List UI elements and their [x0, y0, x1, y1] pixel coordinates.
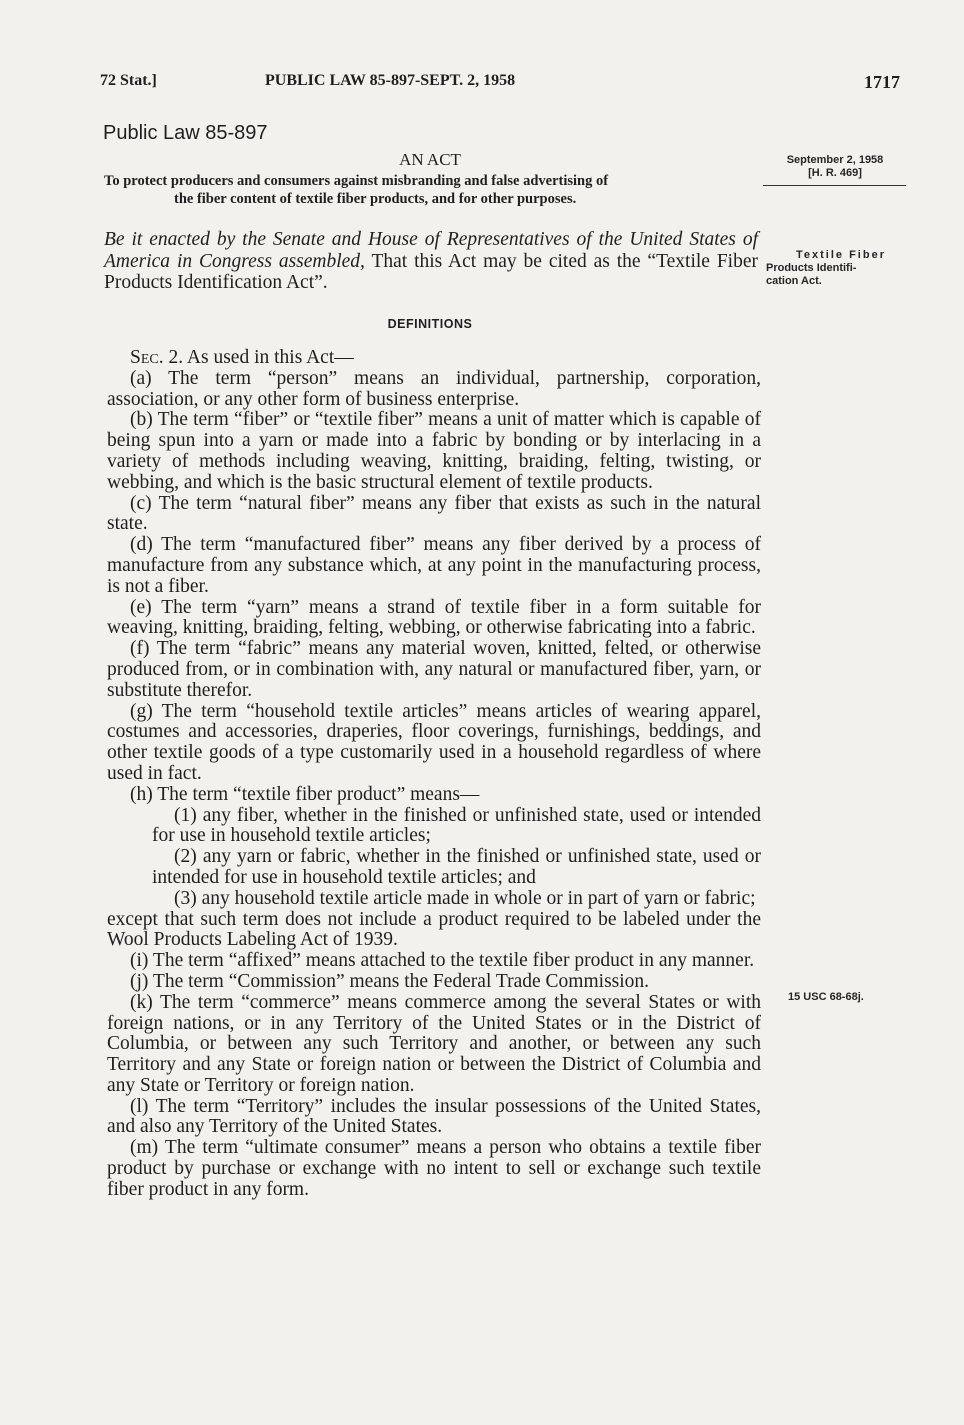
enacting-clause-rest: That this Act may be cited as the “Textile Fiber Products Identification Act”.: [104, 250, 758, 293]
definition-d: (d) The term “manufactured fiber” means any fiber derived by a process of manufacture from any substance which, at any point in the manufacturing process, is not a fiber.: [107, 534, 761, 597]
definition-f: (f) The term “fabric” means any material woven, knitted, felted, or otherwise produced from, or in combination with, any natural or manufactured fiber, yarn, or substitute therefor.: [107, 638, 761, 701]
section-2-body: [107, 348, 761, 1201]
act-label: AN ACT: [399, 150, 461, 169]
definition-a: (a) The term “person” means an individual, partnership, corporation, association, or any other form of business enterprise.: [107, 367, 761, 410]
definition-k: (k) The term “commerce” means commerce among the several States or with foreign nations, or in any Territory of the United States or in the District of Columbia, or between any such Territory and another, or between any such Territory and any State or foreign nation or between the District of Columbia and any State or Territory or foreign nation.: [107, 991, 761, 1096]
definition-j: (j) The term “Commission” means the Federal Trade Commission.: [130, 970, 650, 992]
purpose-line-1: To protect producers and consumers against misbranding and false advertising of: [104, 173, 609, 189]
purpose-line-2: the fiber content of textile fiber products, and for other purposes.: [174, 191, 577, 207]
statute-volume: 72 Stat.]: [100, 72, 157, 89]
definition-h-clause-3: (3) any household textile article made in whole or in part of yarn or fabric;: [174, 887, 756, 909]
definition-h-exception: except that such term does not include a product required to be labeled under the Wool Products Labeling Act of 1939.: [107, 908, 761, 951]
enactment-date: September 2, 1958: [786, 154, 884, 166]
definition-h-clause-2: (2) any yarn or fabric, whether in the finished or unfinished state, used or intended for use in household textile articles; and: [152, 846, 761, 888]
definition-i: (i) The term “affixed” means attached to the textile fiber product in any manner.: [130, 950, 755, 972]
short-title-line: cation Act.: [766, 275, 822, 287]
enacting-clause: [104, 229, 758, 294]
enacting-clause-italic: Be it enacted by the Senate and House of Representatives of the United States of America in Congress assembled,: [104, 229, 758, 272]
definition-h-clause-1: (1) any fiber, whether in the finished or unfinished state, used or intended for use in household textile articles;: [152, 804, 761, 847]
short-title-line: Textile Fiber: [796, 249, 886, 261]
definition-b: (b) The term “fiber” or “textile fiber” means a unit of matter which is capable of being spun into a yarn or made into a fabric by bonding or by interlacing in a variety of methods including weaving, knitting, braiding, felting, twisting, or webbing, and which is the basic structural element of textile products.: [107, 409, 761, 493]
running-head-title: PUBLIC LAW 85-897-SEPT. 2, 1958: [265, 72, 516, 89]
definition-m: (m) The term “ultimate consumer” means a person who obtains a textile fiber product by purchase or exchange with no intent to sell or exchange such textile fiber product in any form.: [107, 1137, 761, 1200]
section-intro: [107, 348, 761, 369]
definition-e: (e) The term “yarn” means a strand of textile fiber in a form suitable for weaving, knitting, braiding, felting, webbing, or otherwise fabricating into a fabric.: [107, 596, 761, 639]
sidenote-divider: [763, 185, 906, 186]
sidenote-usc-citation: 15 USC 68-68j.: [788, 991, 864, 1003]
sec-label: Sec.: [130, 347, 164, 368]
section-intro-text: 2. As used in this Act—: [168, 347, 354, 368]
bill-number: [H. R. 469]: [808, 167, 862, 179]
section-heading: DEFINITIONS: [387, 317, 473, 331]
definition-g: (g) The term “household textile articles” means articles of wearing apparel, costumes and accessories, draperies, floor coverings, furnishings, beddings, and other textile goods of a type customarily used in a household regardless of where used in fact.: [107, 700, 761, 784]
law-title: Public Law 85-897: [103, 122, 268, 144]
purpose-clause: [104, 172, 758, 208]
definition-c: (c) The term “natural fiber” means any fiber that exists as such in the natural state.: [107, 492, 761, 535]
short-title-line: Products Identifi-: [766, 262, 857, 274]
running-head: [100, 72, 900, 98]
definition-h: (h) The term “textile fiber product” means—: [130, 783, 480, 805]
sidenote-date: [765, 154, 905, 180]
page-number: 1717: [864, 72, 900, 92]
sidenote-short-title: [766, 249, 906, 288]
definition-l: (l) The term “Territory” includes the insular possessions of the United States, and also any Territory of the United States.: [107, 1095, 761, 1138]
